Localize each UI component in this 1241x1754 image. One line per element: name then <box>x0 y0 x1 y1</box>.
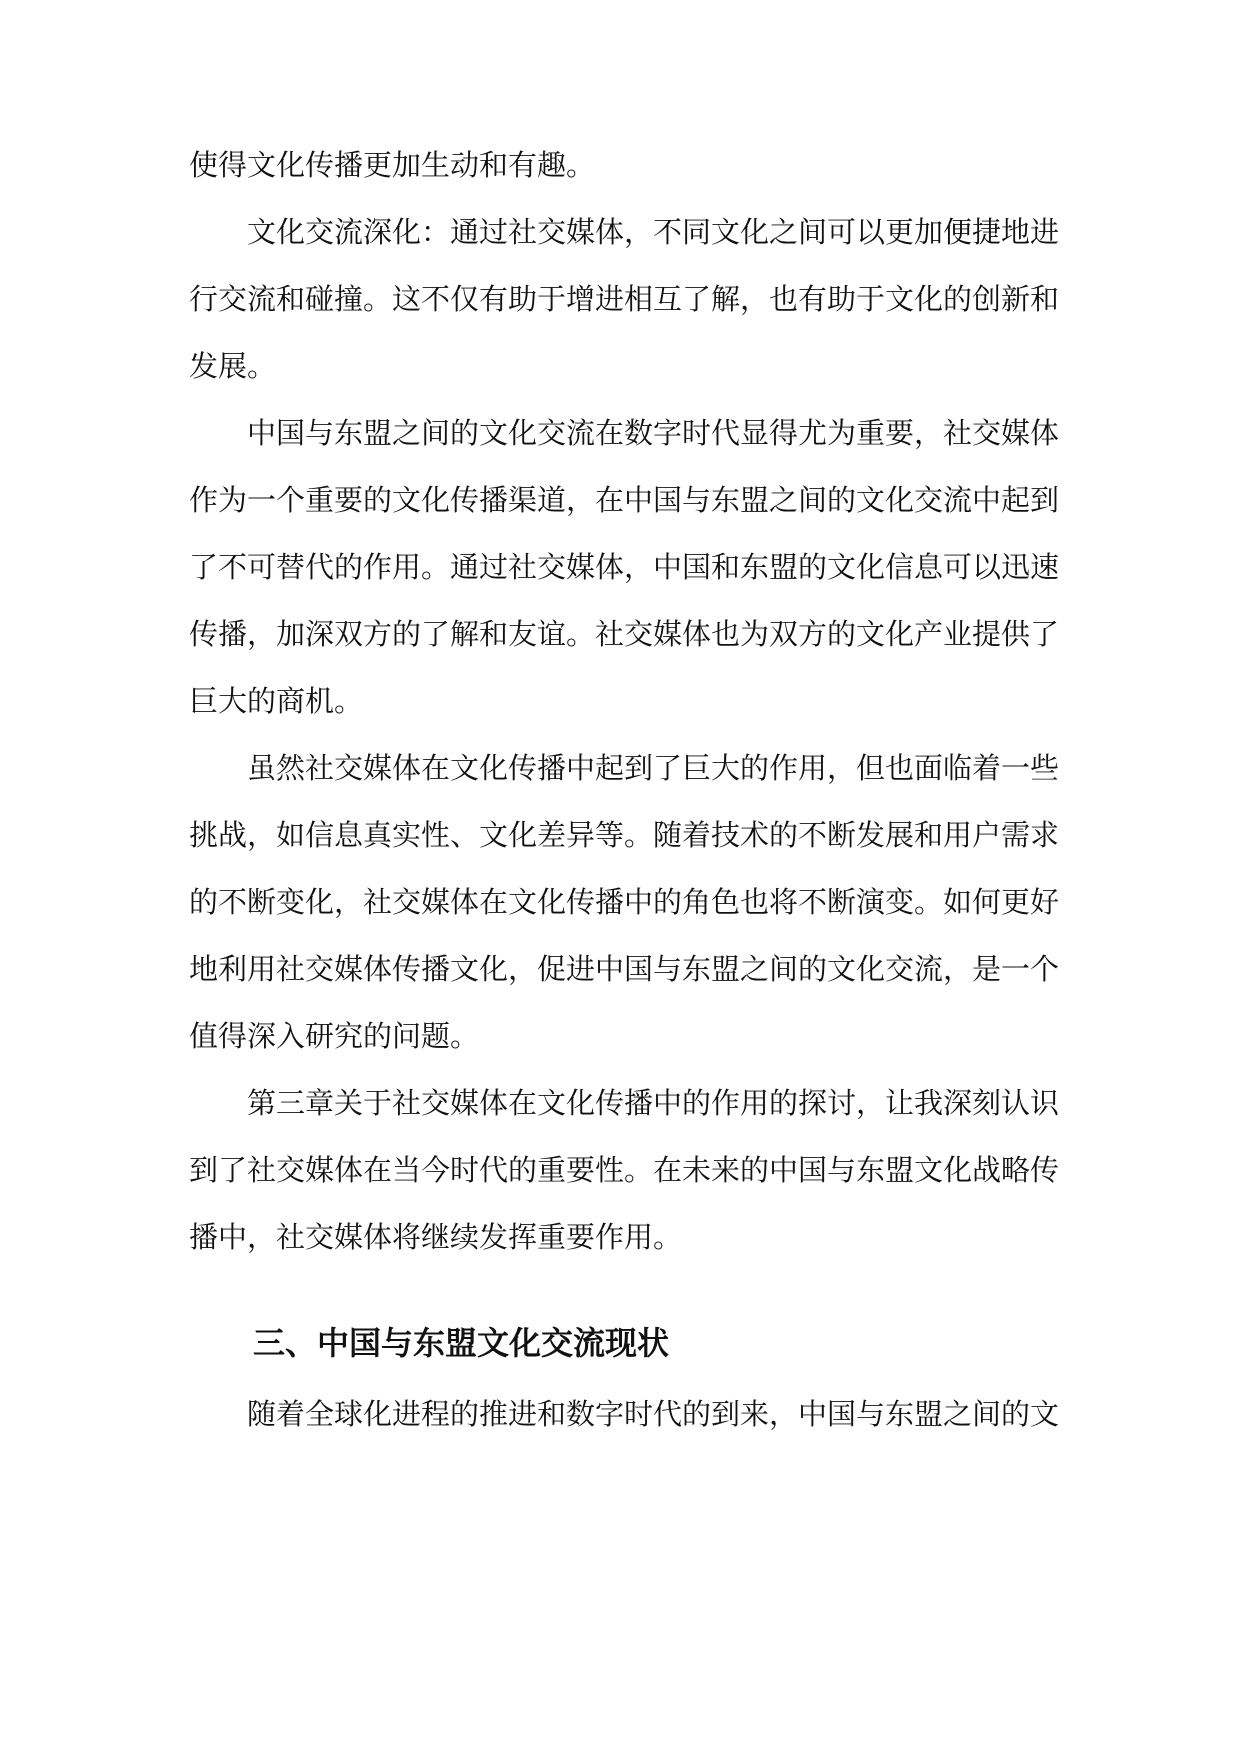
paragraph-china-asean: 中国与东盟之间的文化交流在数字时代显得尤为重要，社交媒体作为一个重要的文化传播渠道，在中国与东盟之间的文化交流中起到了不可替代的作用。通过社交媒体，中国和东盟的文化信息可以迅速传播，加深双方的了解和友谊。社交媒体也为双方的文化产业提供了巨大的商机。 <box>189 416 1060 718</box>
section-heading: 三、中国与东盟文化交流现状 <box>253 1324 670 1362</box>
paragraph-culture-exchange: 文化交流深化：通过社交媒体，不同文化之间可以更加便捷地进行交流和碰撞。这不仅有助于增进相互了解，也有助于文化的创新和发展。 <box>189 215 1060 383</box>
paragraph-continuation: 使得文化传播更加生动和有趣。 <box>189 148 596 182</box>
paragraph-challenges: 虽然社交媒体在文化传播中起到了巨大的作用，但也面临着一些挑战，如信息真实性、文化差异等。随着技术的不断发展和用户需求的不断变化，社交媒体在文化传播中的角色也将不断演变。如何更好地利用社交媒体传播文化，促进中国与东盟之间的文化交流，是一个值得深入研究的问题。 <box>189 751 1060 1053</box>
paragraph-chapter-summary: 第三章关于社交媒体在文化传播中的作用的探讨，让我深刻认识到了社交媒体在当今时代的重要性。在未来的中国与东盟文化战略传播中，社交媒体将继续发挥重要作用。 <box>189 1086 1060 1254</box>
body-text <box>189 132 1059 1448</box>
paragraph-section-intro: 随着全球化进程的推进和数字时代的到来，中国与东盟之间的文 <box>247 1397 1060 1431</box>
